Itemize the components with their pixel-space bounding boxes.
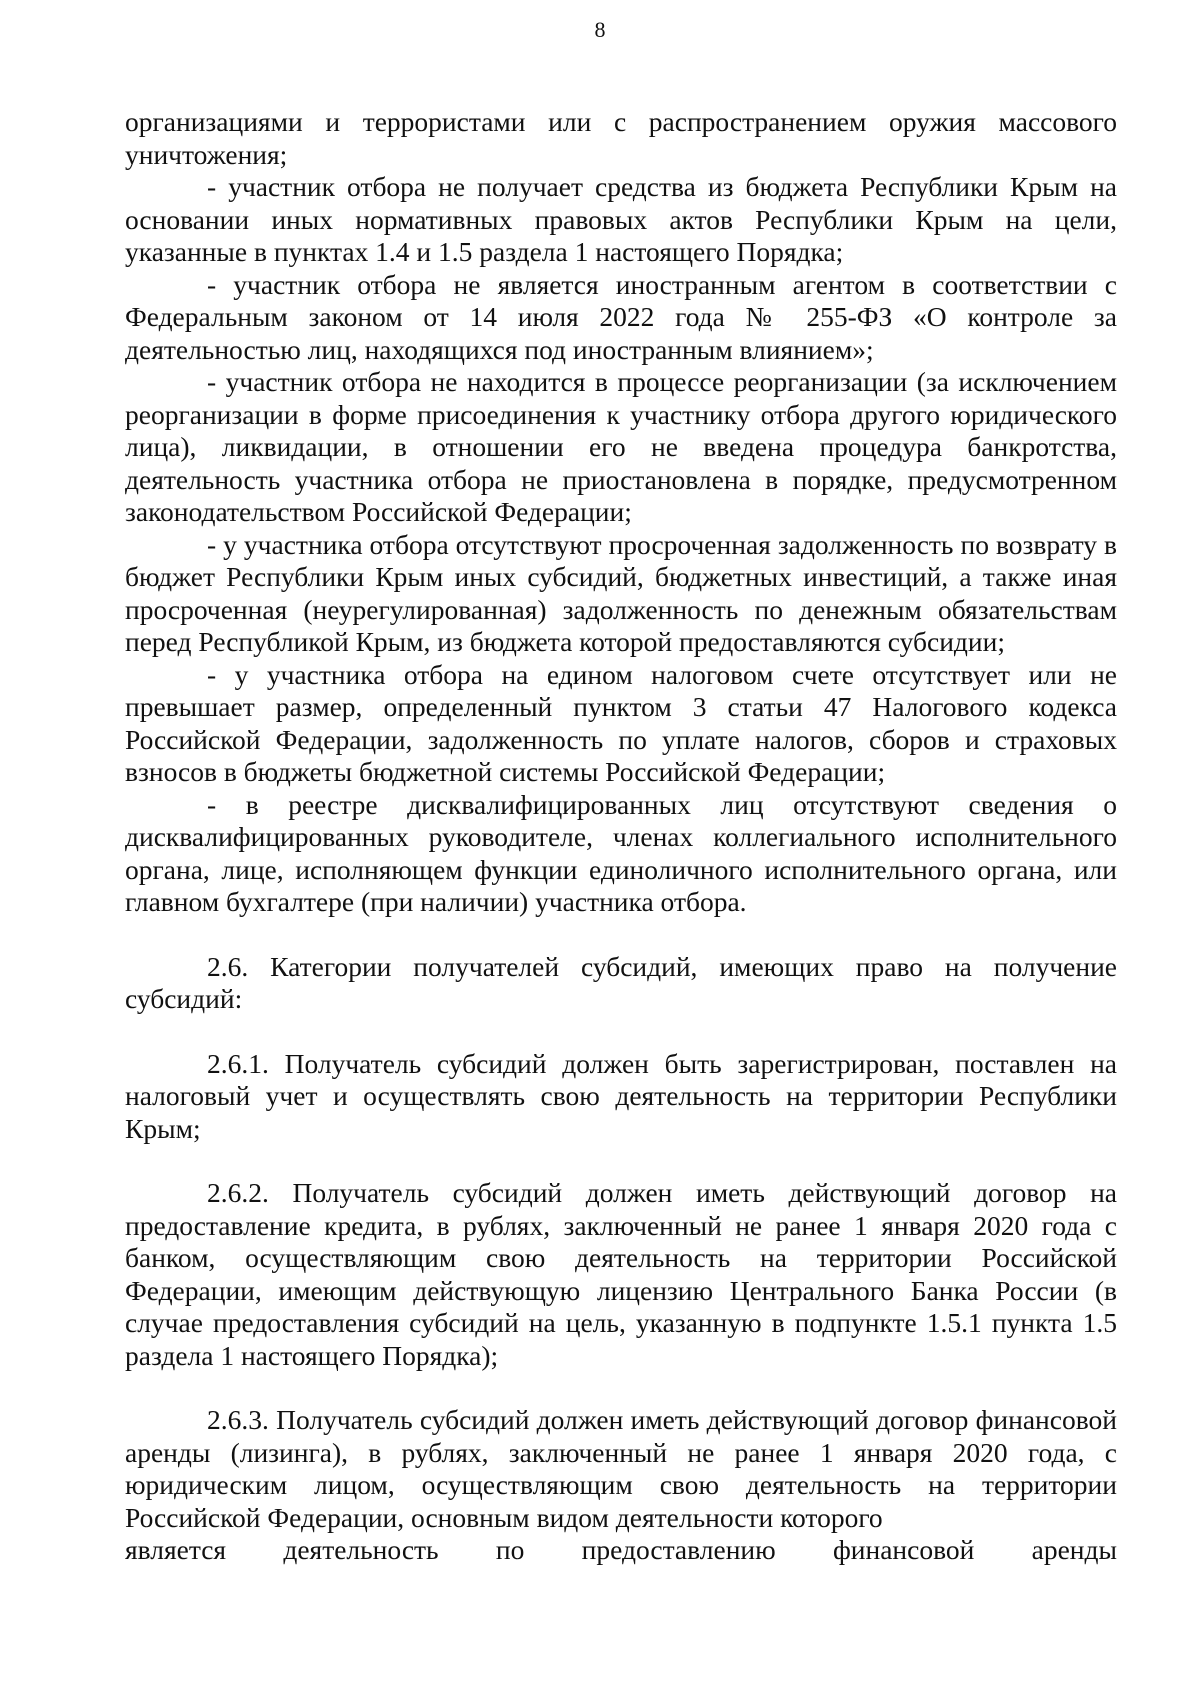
final-line-word: по [495, 1534, 525, 1565]
paragraph-spacer [125, 919, 1117, 951]
paragraph-spacer [125, 1145, 1117, 1177]
final-line-word: аренды [1031, 1534, 1117, 1565]
list-item-no-reorganization: - участник отбора не находится в процессе реорганизации (за исключением реорганизации в форме присоединения к участнику отбора другого юридического лица), ликвидации, в отношении его не введена процедура банкротства, деятельность участника отбора не приостановлена в порядке, предусмотренном законодательством Российской Федерации; [125, 366, 1117, 527]
final-line-word: является [125, 1534, 227, 1565]
section-2-6-1: 2.6.1. Получатель субсидий должен быть зарегистрирован, поставлен на налоговый учет и осуществлять свою деятельность на территории Республики Крым; [125, 1047, 1117, 1144]
final-line-word: деятельность [283, 1534, 439, 1565]
paragraph-continuation: организациями и террористами или с распространением оружия массового уничтожения; [125, 106, 1117, 170]
list-item-no-overdue-debt: - у участника отбора отсутствуют просроченная задолженность по возврату в бюджет Республики Крым иных субсидий, бюджетных инвестиций, а также иная просроченная (неурегулированная) задолженность по денежным обязательствам перед Республикой Крым, из бюджета которой предоставляются субсидии; [125, 528, 1117, 657]
list-item-tax-account: - у участника отбора на едином налоговом счете отсутствует или не превышает размер, определенный пунктом 3 статьи 47 Налогового кодекса Российской Федерации, задолженность по уплате налогов, сборов и страховых взносов в бюджеты бюджетной системы Российской Федерации; [125, 658, 1117, 787]
list-item-disqualified-persons: - в реестре дисквалифицированных лиц отсутствуют сведения о дисквалифицированных руководителе, членах коллегиального исполнительного органа, лице, исполняющем функции единоличного исполнительного органа, или главном бухгалтере (при наличии) участника отбора. [125, 788, 1117, 917]
paragraph-spacer [125, 1016, 1117, 1048]
section-2-6-3: 2.6.3. Получатель субсидий должен иметь действующий договор финансовой аренды (лизинга), в рублях, заключенный не ранее 1 января 2020 года, с юридическим лицом, осуществляющим свою деятельность на территории Российской Федерации, основным видом деятельности которого [125, 1404, 1117, 1533]
document-body [125, 106, 1117, 1567]
list-item-not-foreign-agent: - участник отбора не является иностранным агентом в соответствии с Федеральным законом от 14 июля 2022 года № 255-ФЗ «О контроле за деятельностью лиц, находящихся под иностранным влиянием»; [125, 268, 1117, 365]
list-item-no-budget-funds: - участник отбора не получает средства из бюджета Республики Крым на основании иных нормативных правовых актов Республики Крым на цели, указанные в пунктах 1.4 и 1.5 раздела 1 настоящего Порядка; [125, 171, 1117, 267]
section-2-6-2: 2.6.2. Получатель субсидий должен иметь действующий договор на предоставление кредита, в рублях, заключенный не ранее 1 января 2020 года с банком, осуществляющим свою деятельность на территории Российской Федерации, имеющим действующую лицензию Центрального Банка России (в случае предоставления субсидий на цель, указанную в подпункте 1.5.1 пункта 1.5 раздела 1 настоящего Порядка); [125, 1177, 1117, 1371]
page-number: 8 [594, 17, 606, 42]
section-2-6-heading: 2.6. Категории получателей субсидий, имеющих право на получение субсидий: [125, 950, 1117, 1014]
paragraph-spacer [125, 1372, 1117, 1404]
section-2-6-3-final-line [125, 1534, 1117, 1567]
final-line-word: предоставлению [581, 1534, 776, 1565]
final-line-word: финансовой [832, 1534, 975, 1565]
